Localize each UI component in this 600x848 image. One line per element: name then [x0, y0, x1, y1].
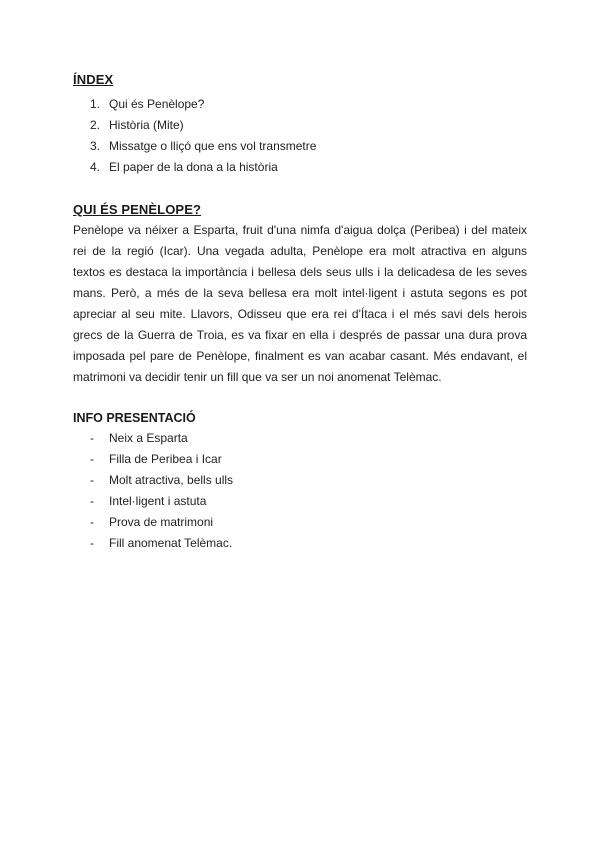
index-item — [90, 157, 316, 178]
index-list — [90, 94, 316, 178]
section-heading-qui-es-penelope: QUI ÉS PENÈLOPE? — [73, 202, 202, 217]
dash-bullet: - — [90, 473, 94, 487]
index-heading: ÍNDEX — [73, 72, 114, 87]
info-item-label: Intel·ligent i astuta — [109, 494, 207, 508]
info-item — [90, 428, 233, 449]
info-item-label: Molt atractiva, bells ulls — [109, 473, 234, 487]
index-item-label: El paper de la dona a la història — [109, 160, 278, 174]
info-item-label: Neix a Esparta — [109, 431, 188, 445]
info-list — [90, 428, 233, 554]
info-item — [90, 470, 233, 491]
index-item — [90, 115, 316, 136]
index-item-label: Història (Mite) — [109, 118, 184, 132]
index-item-label: Qui és Penèlope? — [109, 97, 205, 111]
index-item-number: 1. — [90, 97, 101, 111]
info-item — [90, 491, 233, 512]
index-item-number: 2. — [90, 118, 101, 132]
info-item — [90, 512, 233, 533]
index-item — [90, 136, 316, 157]
info-heading: INFO PRESENTACIÓ — [73, 411, 196, 425]
info-item — [90, 449, 233, 470]
info-item — [90, 533, 233, 554]
section-paragraph: Penèlope va néixer a Esparta, fruit d'una nimfa d'aigua dolça (Peribea) i del mateix rei de la regió (Icar). Una vegada adulta, Penèlope era molt atractiva en alguns textos es destaca la importància i bellesa dels seus ulls i la delicadesa de les seves mans. Però, a més de la seva bellesa era molt intel·ligent i astuta segons es pot apreciar al seu mite. Llavors, Odisseu que era rei d'Ítaca i el més savi dels herois grecs de la Guerra de Troia, es va fixar en ella i després de passar una dura prova imposada pel pare de Penèlope, finalment es van acabar casant. Més endavant, el matrimoni va decidir tenir un fill que va ser un noi anomenat Telèmac. — [73, 223, 527, 384]
info-item-label: Filla de Peribea i Icar — [109, 452, 222, 466]
dash-bullet: - — [90, 515, 94, 529]
index-item — [90, 94, 316, 115]
info-item-label: Prova de matrimoni — [109, 515, 214, 529]
index-item-number: 4. — [90, 160, 101, 174]
index-item-label: Missatge o lliçó que ens vol transmetre — [109, 139, 317, 153]
index-item-number: 3. — [90, 139, 101, 153]
dash-bullet: - — [90, 494, 94, 508]
dash-bullet: - — [90, 452, 94, 466]
info-item-label: Fill anomenat Telèmac. — [109, 536, 233, 550]
dash-bullet: - — [90, 536, 94, 550]
dash-bullet: - — [90, 431, 94, 445]
